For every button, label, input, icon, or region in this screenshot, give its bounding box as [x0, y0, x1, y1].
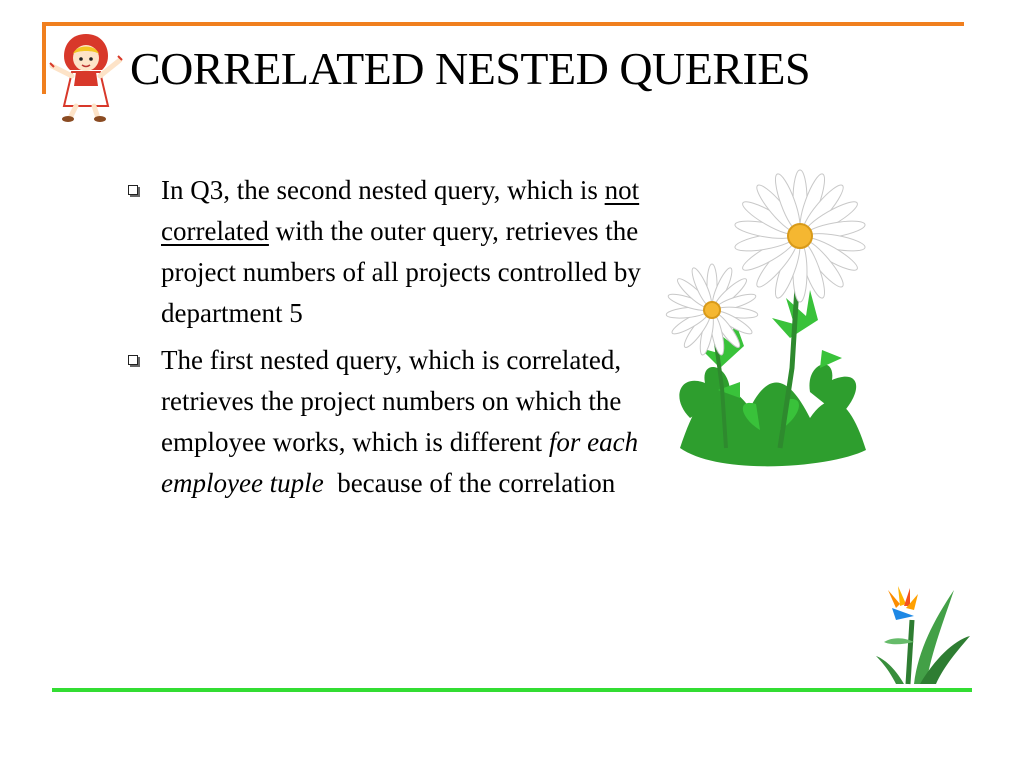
square-bullet-icon	[128, 355, 138, 365]
bullet-1-underlined-text: not correlated	[161, 175, 640, 246]
bottom-rule	[52, 688, 972, 692]
bullet-item-2	[128, 340, 668, 504]
girl-clipart-icon	[46, 30, 126, 122]
bullet-1-text-tail: with the outer query, retrieves the project numbers of all projects controlled by department 5	[161, 216, 641, 328]
daisy-flowers-clipart-icon	[660, 168, 876, 484]
bullet-1-text: In Q3, the second nested query, which is	[161, 175, 605, 205]
bullet-2-italic-text: for each employee tuple	[161, 427, 639, 498]
square-bullet-icon	[128, 185, 138, 195]
title-frame-top-rule	[42, 22, 964, 26]
bullet-2-text-tail: because of the correlation	[323, 468, 616, 498]
bullet-2-text: The first nested query, which is correlated, retrieves the project numbers on which the employee works, which is different	[161, 345, 622, 457]
bullet-item-1	[128, 170, 668, 334]
slide-title: CORRELATED NESTED QUERIES	[130, 43, 811, 94]
bird-of-paradise-clipart-icon	[874, 580, 974, 686]
bullet-list	[128, 170, 668, 510]
